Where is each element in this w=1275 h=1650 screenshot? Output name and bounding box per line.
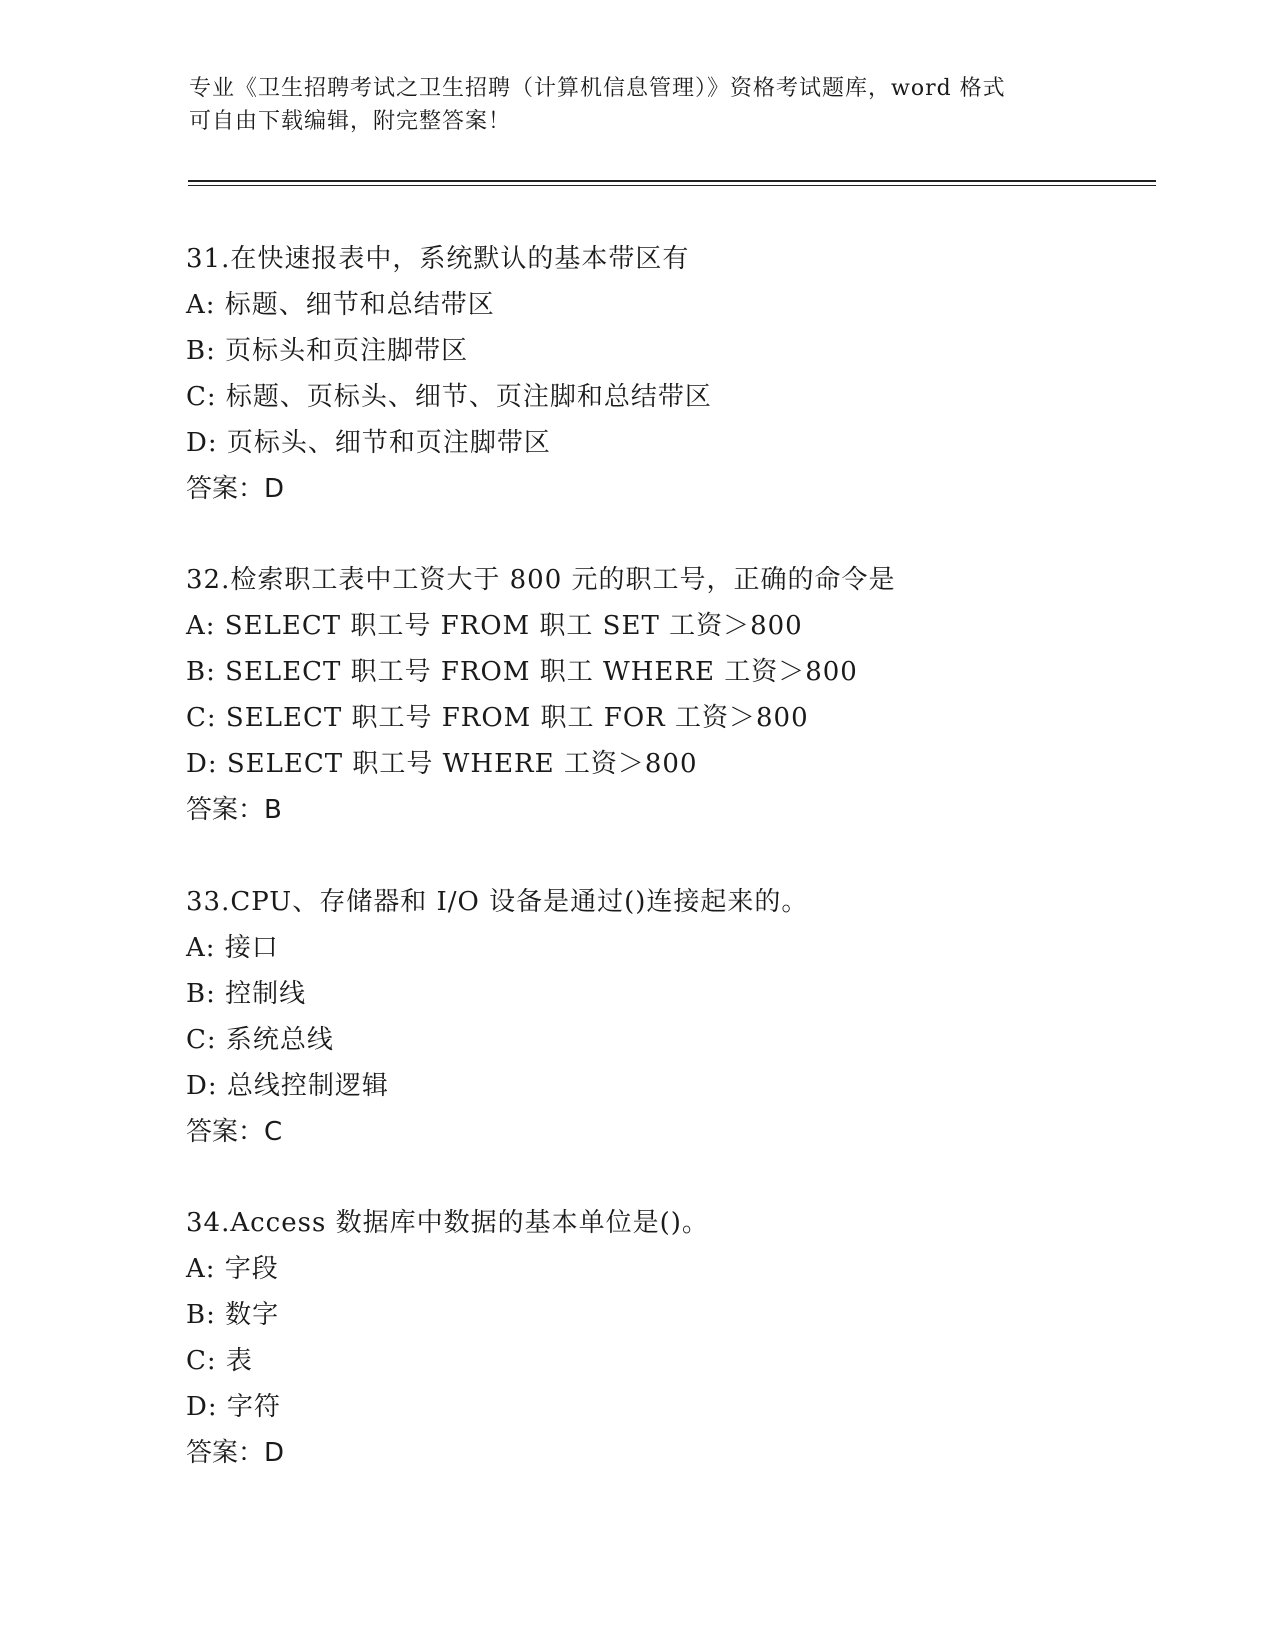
question-32 [186,557,1146,833]
option-a: A: 标题、细节和总结带区 [186,290,495,320]
header-divider [188,180,1156,186]
question-stem: 31.在快速报表中，系统默认的基本带区有 [186,244,690,274]
question-stem: 33.CPU、存储器和 I/O 设备是通过()连接起来的。 [186,887,809,917]
answer-label: 答案：D [186,1438,285,1468]
option-c: C: 表 [186,1346,253,1376]
option-d: D: SELECT 职工号 WHERE 工资＞800 [186,749,698,779]
header-line-1: 专业《卫生招聘考试之卫生招聘（计算机信息管理）》资格考试题库，word 格式 [189,76,1006,101]
question-31 [186,236,1146,512]
option-c: C: 标题、页标头、细节、页注脚和总结带区 [186,382,712,412]
header-line-2: 可自由下载编辑，附完整答案！ [189,109,512,134]
option-a: A: 接口 [186,933,279,963]
question-stem: 34.Access 数据库中数据的基本单位是()。 [186,1208,709,1238]
option-a: A: 字段 [186,1254,279,1284]
option-c: C: 系统总线 [186,1025,334,1055]
option-b: B: 控制线 [186,979,307,1009]
option-d: D: 总线控制逻辑 [186,1071,389,1101]
option-a: A: SELECT 职工号 FROM 职工 SET 工资＞800 [186,611,803,641]
option-c: C: SELECT 职工号 FROM 职工 FOR 工资＞800 [186,703,809,733]
option-d: D: 字符 [186,1392,281,1422]
option-b: B: 数字 [186,1300,280,1330]
answer-label: 答案：C [186,1117,283,1147]
answer-label: 答案：D [186,474,285,504]
option-d: D: 页标头、细节和页注脚带区 [186,428,551,458]
answer-label: 答案：B [186,795,282,825]
question-33 [186,879,1146,1155]
question-stem: 32.检索职工表中工资大于 800 元的职工号，正确的命令是 [186,565,896,595]
option-b: B: SELECT 职工号 FROM 职工 WHERE 工资＞800 [186,657,858,687]
option-b: B: 页标头和页注脚带区 [186,336,469,366]
question-34 [186,1200,1146,1476]
document-header [189,72,1089,138]
